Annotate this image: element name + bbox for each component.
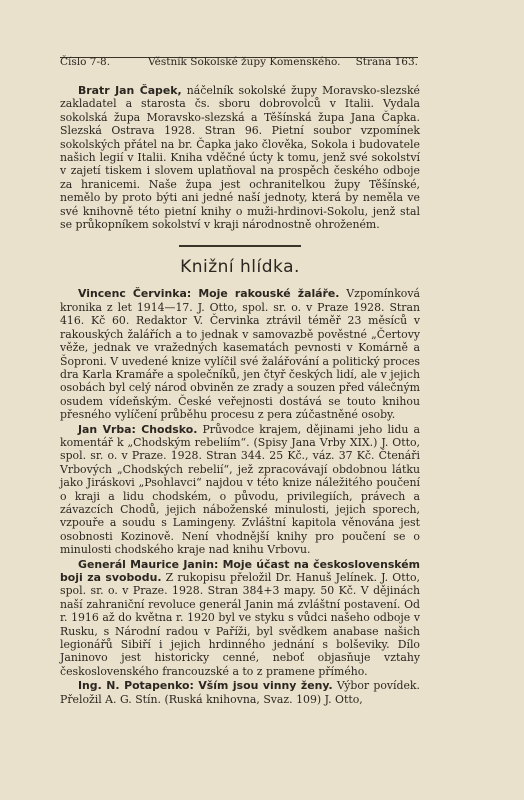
review-heading: Vincenc Červinka: Moje rakouské žaláře. [78, 287, 340, 301]
issue-number: Číslo 7-8. [60, 56, 111, 68]
obituary-paragraph [60, 84, 420, 231]
review-entry [60, 679, 420, 706]
review-text: Výbor povídek. Přeložil A. G. Stín. (Ruská knihovna, Svaz. 109) J. Otto, [60, 679, 420, 706]
obituary-text: náčelník sokolské župy Moravsko-slezské zakladatel a starosta čs. sboru dobrovolců v Italii. Vydala sokolská župa Moravsko-slezská a Těšínská župa Jana Čapka. Slezská Ostrava 1928. Stran 96. Pietní soubor vzpomínek sokolských přátel na br. Čapka jako člověka, Sokola i budovatele našich legií v Italii. Kniha vděčné úcty k tomu, jenž své sokolství v zajetí tiskem i slovem uplatňoval na prospěch českého odboje za hranicemi. Naše župa jest ochranitelkou župy Těšínské, nemělo by proto býti ani jedné naší jednoty, která by neměla ve své knihovně této pietní knihy o muži-hrdinovi-Sokolu, jenž stal se průkopníkem sokolství v kraji národnostně ohroženém. [60, 84, 420, 232]
review-text: Průvodce krajem, dějinami jeho lidu a komentář k „Chodským rebeliím“. (Spisy Jana Vrby XIX.) J. Otto, spol. sr. o. v Praze. 1928. Stran 344. 25 Kč., váz. 37 Kč. Čtenáři Vrbových „Chodských rebelií“, jež zpracovávají obdobnou látku jako Jiráskovi „Psohlavci“ najdou v této knize náležitého poučení o kraji a lidu chodském, o původu, privilegiích, právech a závazcích Chodů, jejich náboženské minulosti, jejich sporech, vzpouře a soudu s Lamingeny. Zvláštní kapitola věnována jest osobnosti Kozinově. Není vhodnější knihy pro poučení se o minulosti chodského kraje nad knihu Vrbovu. [60, 422, 420, 557]
review-entry [60, 558, 420, 679]
review-heading: Generál Maurice Janin: Moje účast na československém boji za svobodu. [60, 557, 420, 584]
running-header [60, 55, 418, 68]
review-heading: Ing. N. Potapenko: Vším jsou vinny ženy. [78, 679, 333, 693]
page-number: Strana 163. [355, 56, 418, 68]
review-heading: Jan Vrba: Chodsko. [78, 422, 198, 436]
review-text: Z rukopisu přeložil Dr. Hanuš Jelínek. J. Otto, spol. sr. o. v Praze. 1928. Stran 384+3 mapy. 50 Kč. V dějinách naší zahraniční revoluce generál Janin má zvláštní postavení. Od r. 1916 až do května r. 1920 byl ve styku s vůdci našeho odboje v Rusku, s Národní radou v Paříži, byl svědkem anabase našich legionářů Sibiří i jejich hrdinného jednání s bolševiky. Dílo Janinovo jest historicky cenné, neboť objasňuje vztahy československého francouzské a to z pramene přímého. [60, 571, 420, 678]
section-title: Knižní hlídka. [180, 257, 300, 278]
review-entry [60, 423, 420, 557]
review-entry [60, 287, 420, 421]
review-text: Vzpomínková kronika z let 1914—17. J. Otto, spol. sr. o. v Praze 1928. Stran 416. Kč 60. Redaktor V. Červinka ztrávil téměř 23 měsíců v rakouských žalářích a to jednak v samovazbě pověstné „Čertovy věže, jednak ve vražedných kasematách pevnosti v Komárně a Šoproni. V uvedené knize vylíčil své žalářování a politický proces dra Karla Kramáře a společníků, jen čtyř českých lidí, ale v jejich osobách byl celý národ obviněn ze zrady a souzen před válečným osudem vídeňským. České veřejnosti dostává se touto knihou přesného vylíčení průběhu procesu z pera zúčastněné osoby. [60, 287, 420, 422]
journal-title: Věstník Sokolské župy Komenského. [148, 56, 341, 68]
obituary-name: Bratr Jan Čapek, [78, 84, 182, 97]
section-divider [179, 245, 301, 247]
page-content [60, 84, 420, 707]
